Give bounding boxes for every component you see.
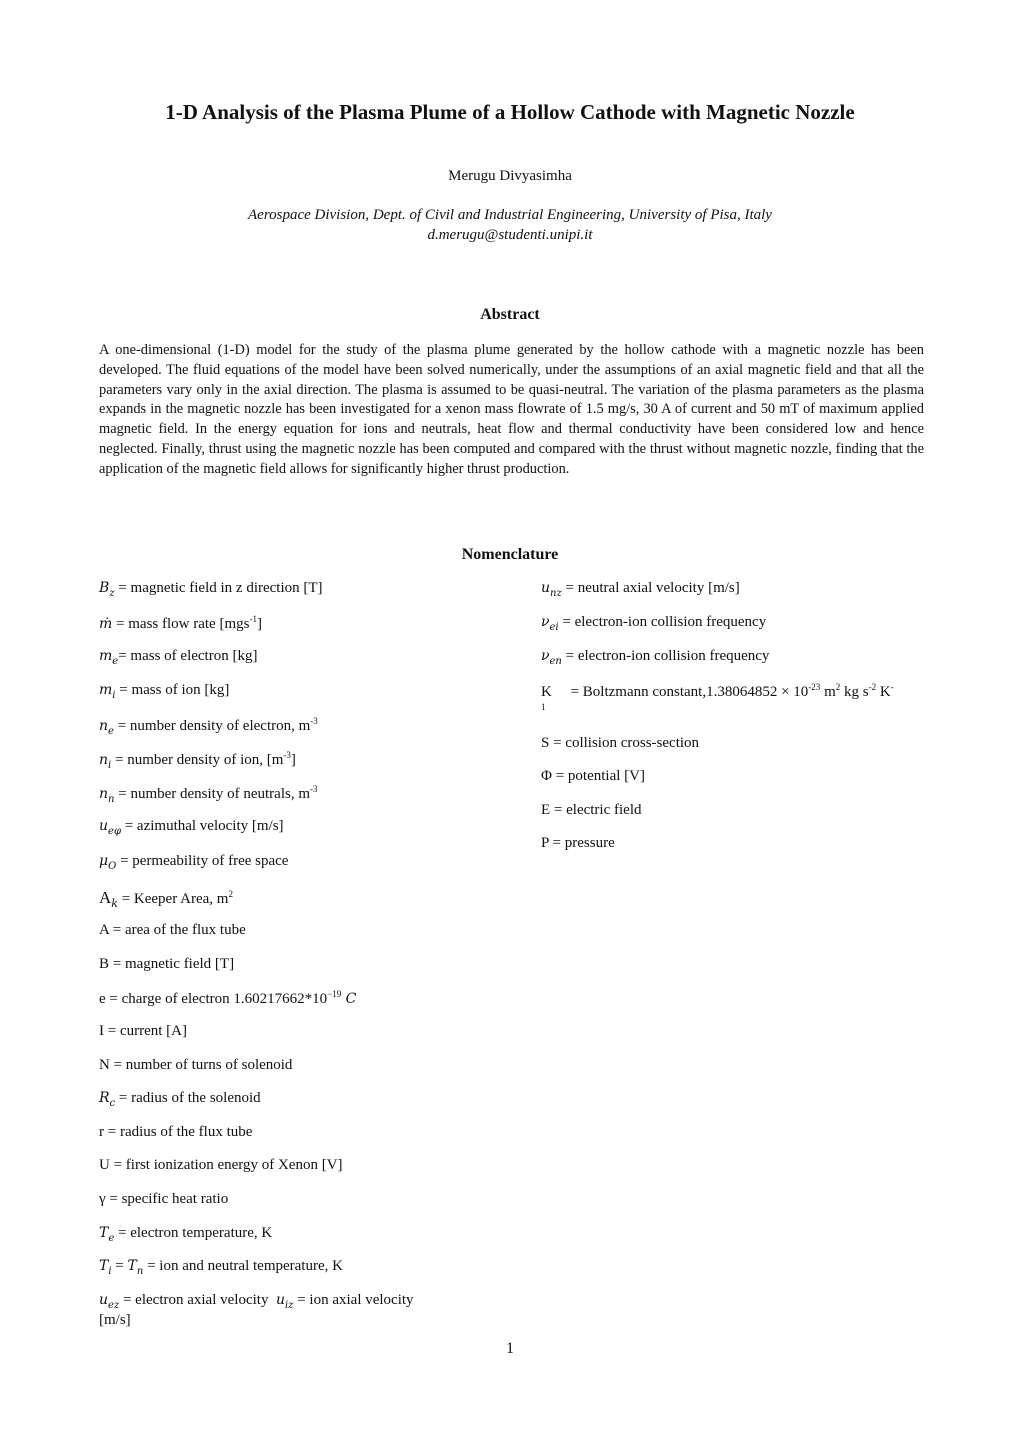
abstract-heading: Abstract <box>480 306 540 323</box>
nomenclature-entry-unz: $u_{nz}$ = neutral axial velocity [m/s] <box>541 580 740 599</box>
author-name: Merugu Divyasimha <box>448 168 572 184</box>
nomenclature-entry-nn: $n_n$ = number density of neutrals, $m^{-3}$ <box>99 784 318 805</box>
nomenclature-entry-r: r = radius of the flux tube <box>99 1124 253 1140</box>
nomenclature-entry-phi: Φ = potential [V] <box>541 768 645 784</box>
author-affiliation: Aerospace Division, Dept. of Civil and Industrial Engineering, University of Pisa, Italy <box>248 207 772 223</box>
nomenclature-entry-u: U = first ionization energy of Xenon [V] <box>99 1157 343 1173</box>
nomenclature-entry-nuei: $\nu_{ei}$ = electron-ion collision frequency <box>541 614 767 633</box>
nomenclature-entry-uephi: $u_{e\varphi}$ = azimuthal velocity [m/s] <box>99 818 284 837</box>
nomenclature-entry-b: B = magnetic field [T] <box>99 956 235 972</box>
author-email: d.merugu@studenti.unipi.it <box>427 227 593 243</box>
nomenclature-entry-k-wrap: 1 <box>541 702 546 712</box>
nomenclature-entry-ak: $A_k$ = Keeper Area, $m^2$ <box>99 888 233 910</box>
nomenclature-entry-ti-tn: $T_i = T_n$ = ion and neutral temperature, K <box>99 1258 343 1277</box>
nomenclature-entry-uez-uiz: $u_{ez}$ = electron axial velocity $u_{iz}$ = ion axial velocity <box>99 1292 414 1311</box>
nomenclature-heading: Nomenclature <box>461 546 559 563</box>
nomenclature-entry-mi: $m_i$ = mass of ion [kg] <box>99 682 230 701</box>
nomenclature-entry-ni: $n_i$ = number density of ion, $[m^{-3}]$ <box>99 750 296 771</box>
nomenclature-entry-n: N = number of turns of solenoid <box>99 1057 293 1073</box>
nomenclature-entry-bz: $B_z$ = magnetic field in z direction [T] <box>99 580 323 599</box>
nomenclature-entry-mdot: ṁ = mass flow rate [mgs$^{-1}$] <box>99 614 262 632</box>
nomenclature-entry-s: S = collision cross-section <box>541 735 700 751</box>
nomenclature-entry-rc: $R_c$ = radius of the solenoid <box>99 1090 261 1109</box>
nomenclature-entry-ne: $n_e$ = number density of electron, $m^{-3}$ <box>99 716 318 737</box>
nomenclature-entry-gamma: γ = specific heat ratio <box>99 1191 229 1207</box>
nomenclature-entry-k: K = Boltzmann constant,1.38064852 × $10^{-23}$ $m^2$ kg $s^{-2}$ K- <box>541 682 894 700</box>
nomenclature-entry-a: A = area of the flux tube <box>99 922 246 938</box>
nomenclature-entry-e-field: E = electric field <box>541 802 642 818</box>
nomenclature-entry-i: I = current [A] <box>99 1023 188 1039</box>
nomenclature-entry-te: $T_e$ = electron temperature, K <box>99 1225 273 1244</box>
page-number: 1 <box>506 1340 514 1357</box>
nomenclature-entry-velocity-unit: [m/s] <box>99 1312 131 1328</box>
nomenclature-entry-me: $m_e=$ mass of electron [kg] <box>99 648 258 667</box>
nomenclature-entry-e: e = charge of electron $1.60217662*10^{-19}$ C <box>99 989 357 1007</box>
paper-title: 1-D Analysis of the Plasma Plume of a Hollow Cathode with Magnetic Nozzle <box>165 100 855 124</box>
abstract-text: A one-dimensional (1-D) model for the study of the plasma plume generated by the hollow cathode with a magnetic nozzle has been developed. The fluid equations of the model have been solved numerically, under the assumptions of an axial magnetic field and that all the parameters vary only in the axial direction. The plasma is assumed to be quasi-neutral. The variation of the plasma parameters as the plasma expands in the magnetic nozzle has been investigated for a xenon mass flowrate of 1.5 mg/s, 30 A of current and 50 mT of maximum applied magnetic field. In the energy equation for ions and neutrals, heat flow and thermal conductivity have been considered low and hence neglected. Finally, thrust using the magnetic nozzle has been computed and compared with the thrust without magnetic nozzle, finding that the application of the magnetic field allows for significantly higher thrust production. <box>99 342 924 477</box>
nomenclature-entry-p: P = pressure <box>541 835 615 851</box>
nomenclature-entry-nuen: $\nu_{en}$ = electron-ion collision frequency <box>541 648 770 667</box>
nomenclature-entry-mu0: $\mu_O$ = permeability of free space <box>99 853 289 872</box>
